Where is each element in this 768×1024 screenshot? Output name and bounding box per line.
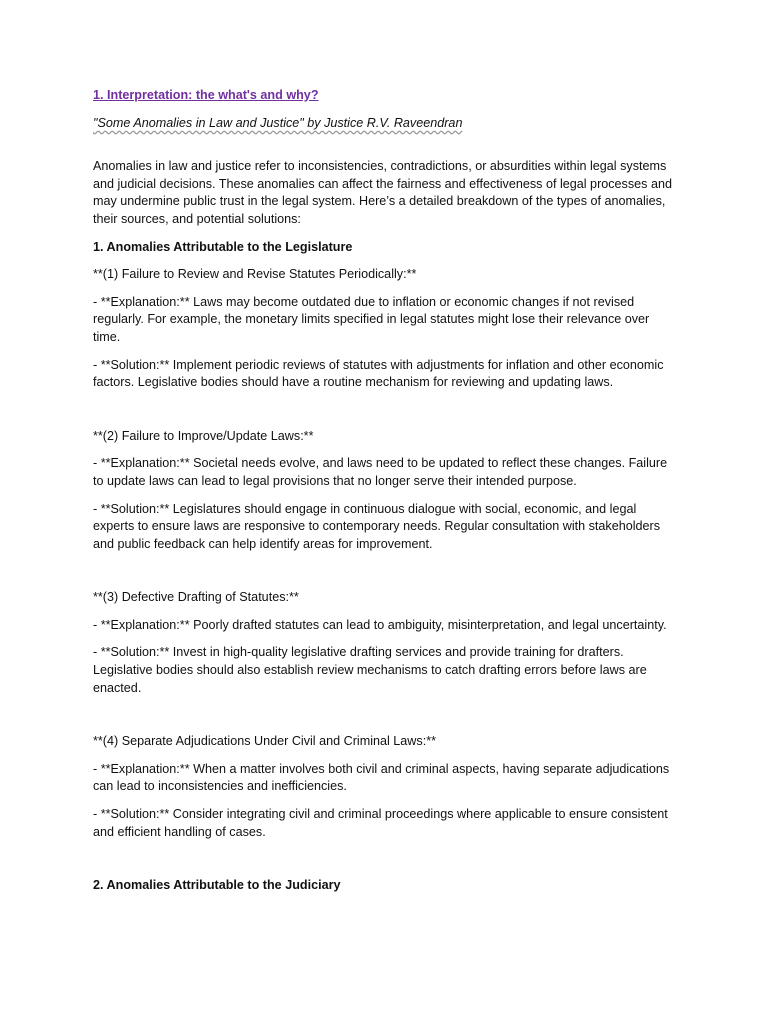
- solution-3: - **Solution:** Invest in high-quality legislative drafting services and provide training for drafters. Legislative bodies should also establish review mechanisms to catch drafting errors before laws are enacted.: [93, 645, 647, 695]
- item-heading-1: **(1) Failure to Review and Revise Statutes Periodically:**: [93, 267, 417, 282]
- solution-1: - **Solution:** Implement periodic reviews of statutes with adjustments for inflation and other economic factors. Legislative bodies should have a routine mechanism for reviewing and updating laws.: [93, 357, 664, 390]
- item-heading-3: **(3) Defective Drafting of Statutes:**: [93, 590, 299, 605]
- explanation-3: - **Explanation:** Poorly drafted statutes can lead to ambiguity, misinterpretation, and legal uncertainty.: [93, 617, 667, 632]
- item-heading-4: **(4) Separate Adjudications Under Civil and Criminal Laws:**: [93, 734, 436, 749]
- section-heading-judiciary: 2. Anomalies Attributable to the Judiciary: [93, 878, 341, 893]
- title-link[interactable]: 1. Interpretation: the what's and why?: [93, 88, 319, 102]
- intro-paragraph: Anomalies in law and justice refer to inconsistencies, contradictions, or absurdities within legal systems and judicial decisions. These anomalies can affect the fairness and effectiveness of legal processes and may undermine public trust in the legal system. Here’s a detailed breakdown of the types of anomalies, their sources, and potential solutions:: [93, 159, 672, 226]
- explanation-4: - **Explanation:** When a matter involves both civil and criminal aspects, having separate adjudications can lead to inconsistencies and inefficiencies.: [93, 761, 670, 794]
- explanation-2: - **Explanation:** Societal needs evolve, and laws need to be updated to reflect these changes. Failure to update laws can lead to legal provisions that no longer serve their intended purpose.: [93, 456, 668, 488]
- subtitle: "Some Anomalies in Law and Justice" by Justice R.V. Raveendran: [93, 115, 463, 130]
- document-body: [93, 87, 678, 905]
- solution-2: - **Solution:** Legislatures should engage in continuous dialogue with social, economic, and legal experts to ensure laws are responsive to contemporary needs. Regular consultation with stakeholders and public feedback can help identify areas for improvement.: [93, 501, 661, 551]
- section-heading-legislature: 1. Anomalies Attributable to the Legislature: [93, 239, 353, 254]
- solution-4: - **Solution:** Consider integrating civil and criminal proceedings where applicable to ensure consistent and efficient handling of cases.: [93, 807, 668, 839]
- item-heading-2: **(2) Failure to Improve/Update Laws:**: [93, 428, 314, 443]
- explanation-1: - **Explanation:** Laws may become outdated due to inflation or economic changes if not revised regularly. For example, the monetary limits specified in legal statutes might lose their relevance over time.: [93, 294, 650, 344]
